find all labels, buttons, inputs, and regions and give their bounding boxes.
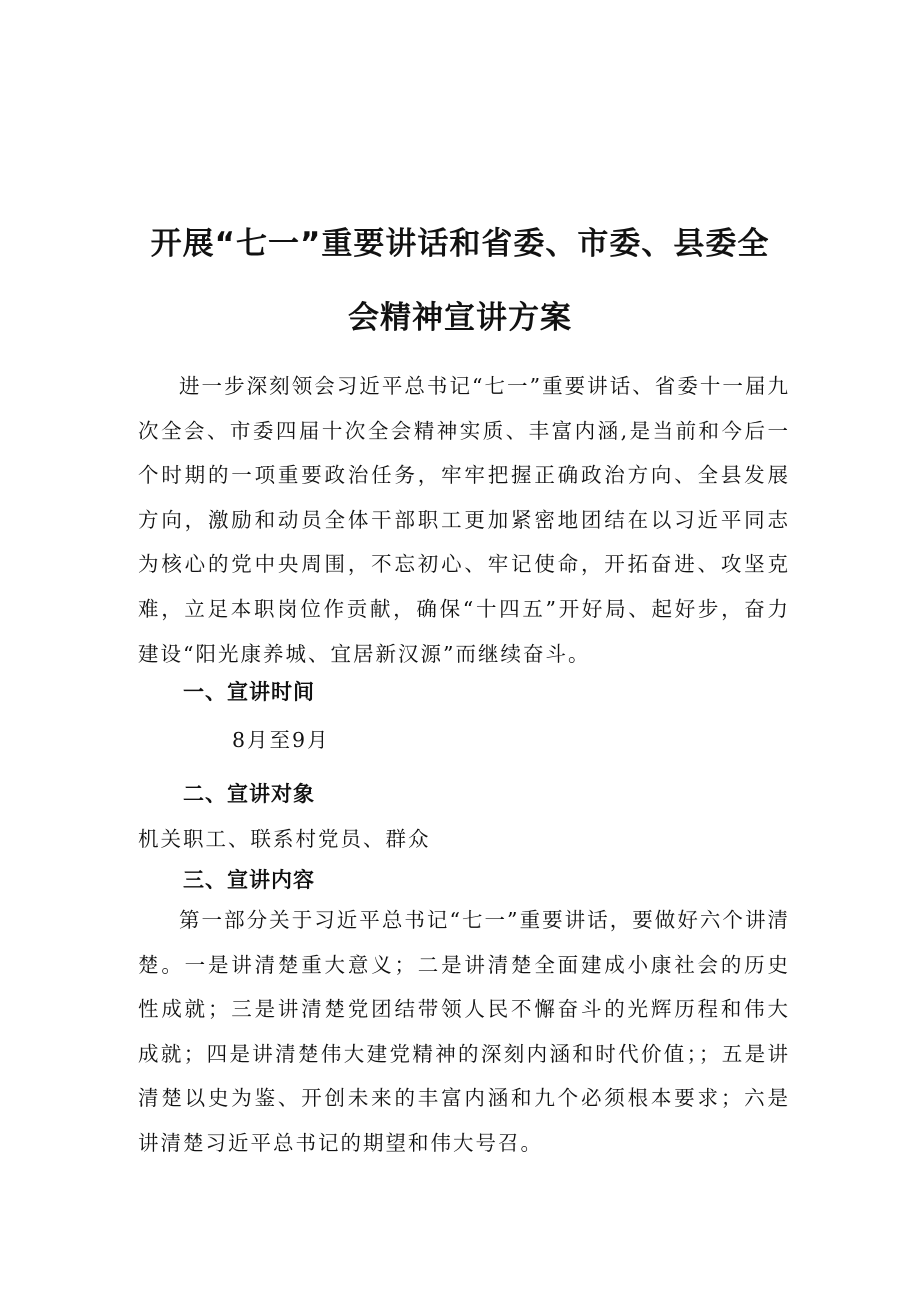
section-heading-content: 三、宣讲内容 — [183, 868, 315, 892]
intro-paragraph: 进一步深刻领会习近平总书记“七一”重要讲话、省委十一届九次全会、市委四届十次全会精神实质、丰富内涵,是当前和今后一个时期的一项重要政治任务，牢牢把握正确政治方向、全县发展方向，激励和动员全体干部职工更加紧密地团结在以习近平同志为核心的党中央周围，不忘初心、牢记使命，开拓奋进、攻坚克难，立足本职岗位作贡献，确保“十四五”开好局、起好步，奋力建设“阳光康养城、宜居新汉源”而继续奋斗。 — [138, 374, 790, 666]
section-content-time: 8月至9月 — [232, 728, 330, 752]
document-title-line-1: 开展“七一”重要讲话和省委、市委、县委全 — [150, 226, 770, 262]
section-heading-audience: 二、宣讲对象 — [183, 782, 315, 806]
section-content-paragraph: 第一部分关于习近平总书记“七一”重要讲话，要做好六个讲清楚。一是讲清楚重大意义；二是讲清楚全面建成小康社会的历史性成就；三是讲清楚党团结带领人民不懈奋斗的光辉历程和伟大成就；四是讲清楚伟大建党精神的深刻内涵和时代价值；；五是讲清楚以史为鉴、开创未来的丰富内涵和九个必须根本要求；六是讲清楚习近平总书记的期望和伟大号召。 — [138, 908, 790, 1155]
section-content-audience: 机关职工、联系村党员、群众 — [138, 827, 431, 851]
document-title-line-2: 会精神宣讲方案 — [348, 300, 572, 336]
section-heading-time: 一、宣讲时间 — [183, 680, 315, 704]
